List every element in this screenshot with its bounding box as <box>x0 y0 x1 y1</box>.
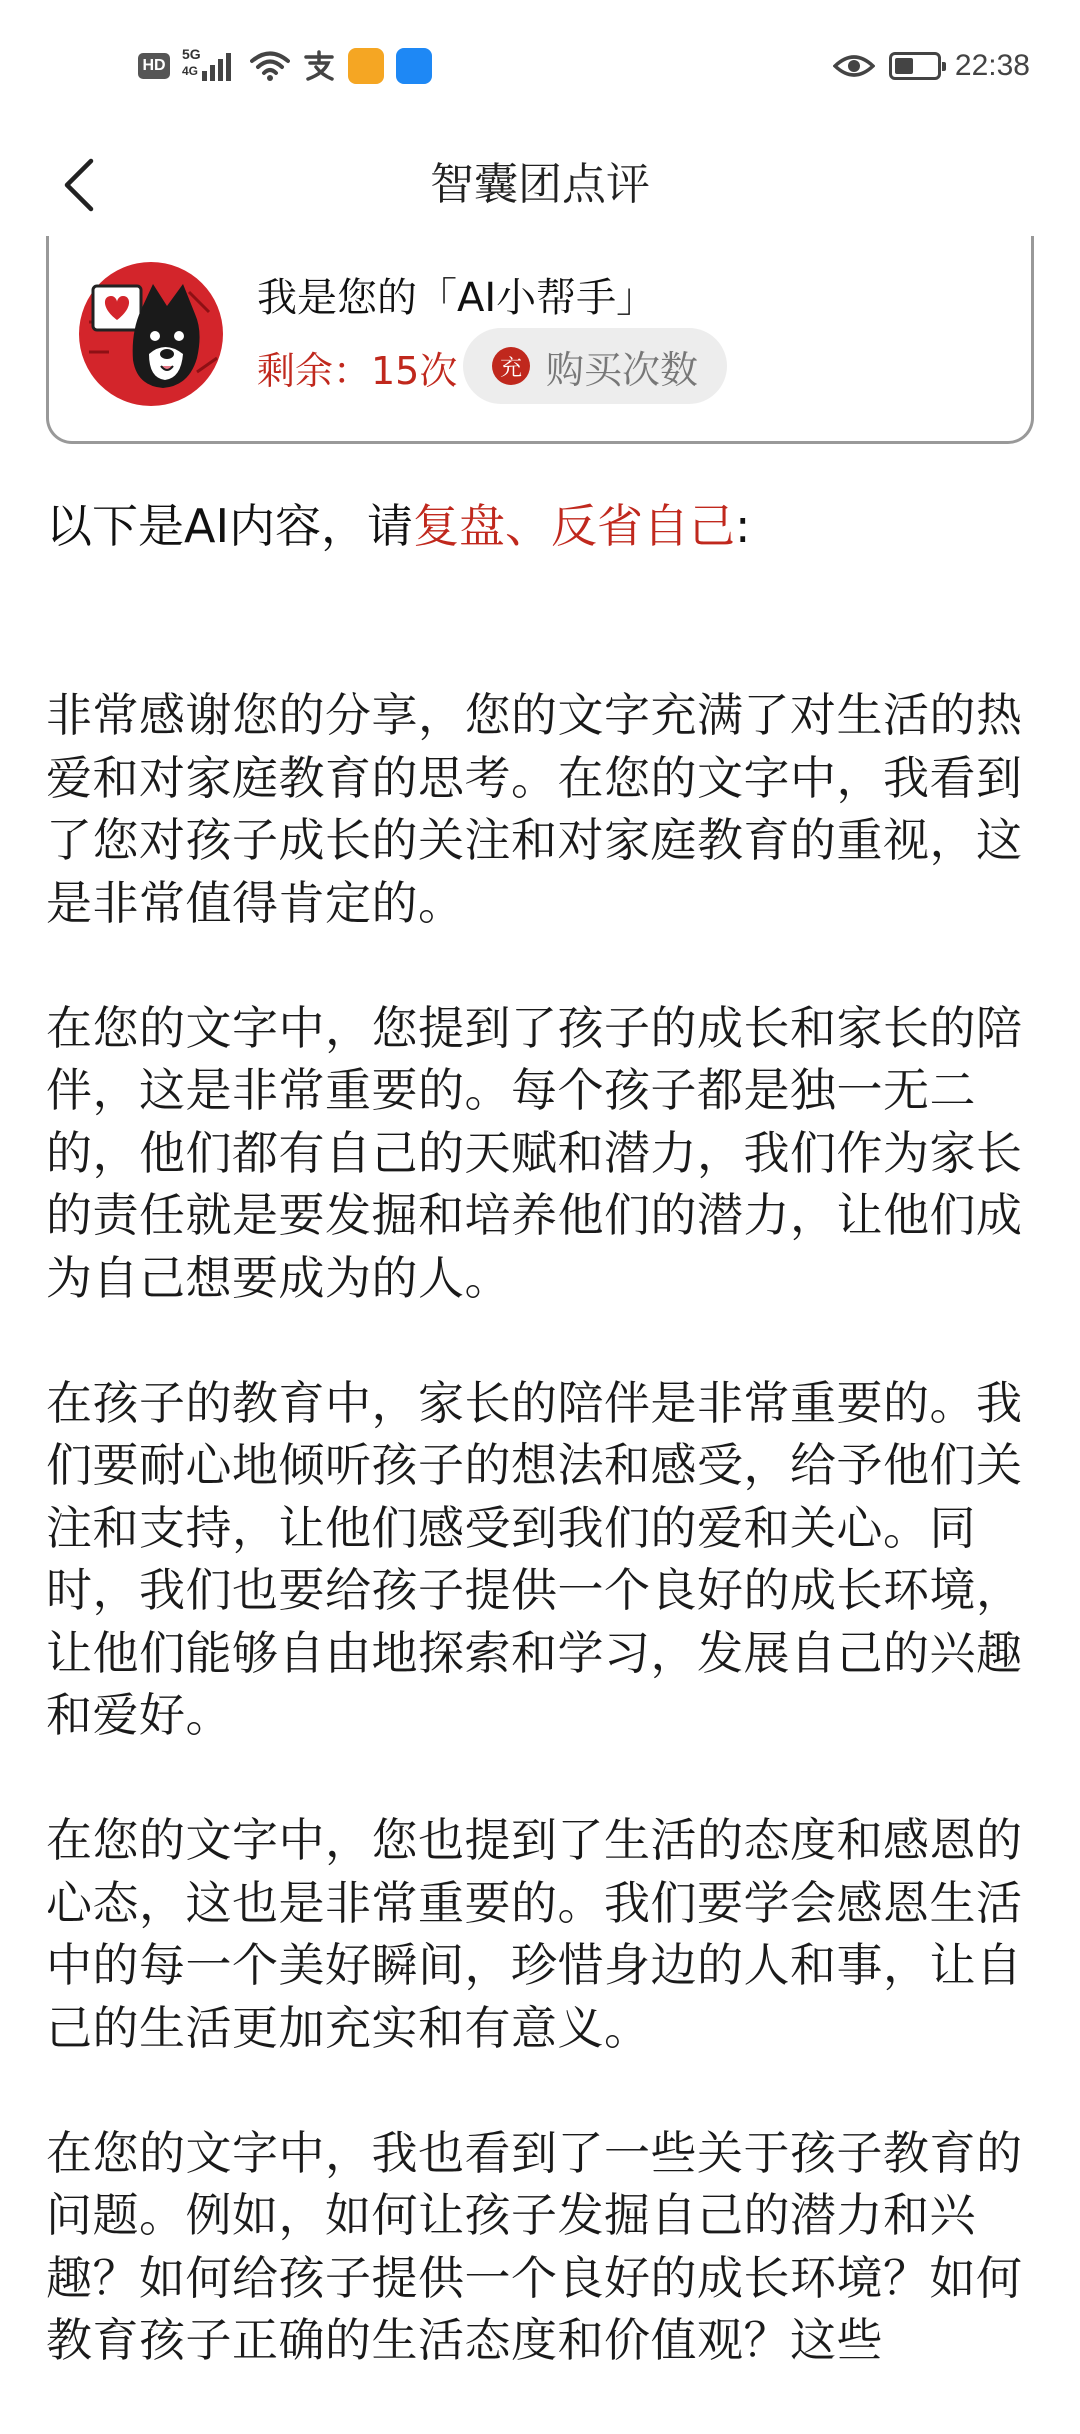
article-paragraph: 在您的文字中，我也看到了一些关于孩子教育的问题。例如，如何让孩子发掘自己的潜力和兴趣？如何给孩子提供一个良好的成长环境？如何教育孩子正确的生活态度和价值观？这些 <box>46 2125 1023 2367</box>
status-bar-right <box>833 46 1030 86</box>
wifi-icon <box>250 50 290 82</box>
back-button[interactable] <box>44 140 114 230</box>
status-bar-left <box>138 46 432 86</box>
app-notification-icon <box>348 48 384 84</box>
battery-icon <box>889 52 941 80</box>
hd-badge: HD <box>138 53 170 79</box>
ai-content-intro <box>46 490 751 556</box>
signal-5g-label: 5G <box>182 46 201 62</box>
clock: 22:38 <box>954 49 1030 82</box>
battery-level <box>895 58 913 74</box>
signal-4g-label: 4G <box>182 64 199 78</box>
nav-bar <box>0 130 1080 240</box>
cloud-app-icon <box>396 48 432 84</box>
intro-prefix: 以下是AI内容，请 <box>46 499 414 553</box>
card-title: 我是您的「AI小帮手」 <box>257 275 657 321</box>
status-bar <box>0 0 1080 130</box>
assistant-card <box>46 236 1034 444</box>
chevron-left-icon <box>61 157 97 213</box>
cellular-signal-icon <box>182 46 238 83</box>
eye-icon <box>833 52 875 80</box>
article-paragraph: 非常感谢您的分享，您的文字充满了对生活的热爱和对家庭教育的思考。在您的文字中，我看到了您对孩子成长的关注和对家庭教育的重视，这是非常值得肯定的。 <box>46 688 1023 930</box>
page-title: 智囊团点评 <box>430 159 650 210</box>
remaining-count: 剩余：15次 <box>257 349 458 393</box>
intro-suffix: : <box>735 499 751 553</box>
article-paragraph: 在孩子的教育中，家长的陪伴是非常重要的。我们要耐心地倾听孩子的想法和感受，给予他们关注和支持，让他们感受到我们的爱和关心。同时，我们也要给孩子提供一个良好的成长环境，让他们能够自由地探索和学习，发展自己的兴趣和爱好。 <box>46 1375 1023 1742</box>
buy-button-label: 购买次数 <box>545 347 698 392</box>
intro-highlight: 复盘、反省自己 <box>413 499 736 553</box>
signal-bars-icon <box>202 51 238 81</box>
alipay-icon <box>302 49 336 83</box>
article-paragraph: 在您的文字中，您也提到了生活的态度和感恩的心态，这也是非常重要的。我们要学会感恩生活中的每一个美好瞬间，珍惜身边的人和事，让自己的生活更加充实和有意义。 <box>46 1813 1023 2055</box>
buy-count-button[interactable] <box>463 328 727 404</box>
assistant-avatar <box>79 262 223 406</box>
recharge-icon: 充 <box>492 347 530 385</box>
article-paragraph: 在您的文字中，您提到了孩子的成长和家长的陪伴，这是非常重要的。每个孩子都是独一无二的，他们都有自己的天赋和潜力，我们作为家长的责任就是要发掘和培养他们的潜力，让他们成为自己想要成为的人。 <box>46 1000 1023 1305</box>
ai-review-article <box>46 684 1036 2434</box>
